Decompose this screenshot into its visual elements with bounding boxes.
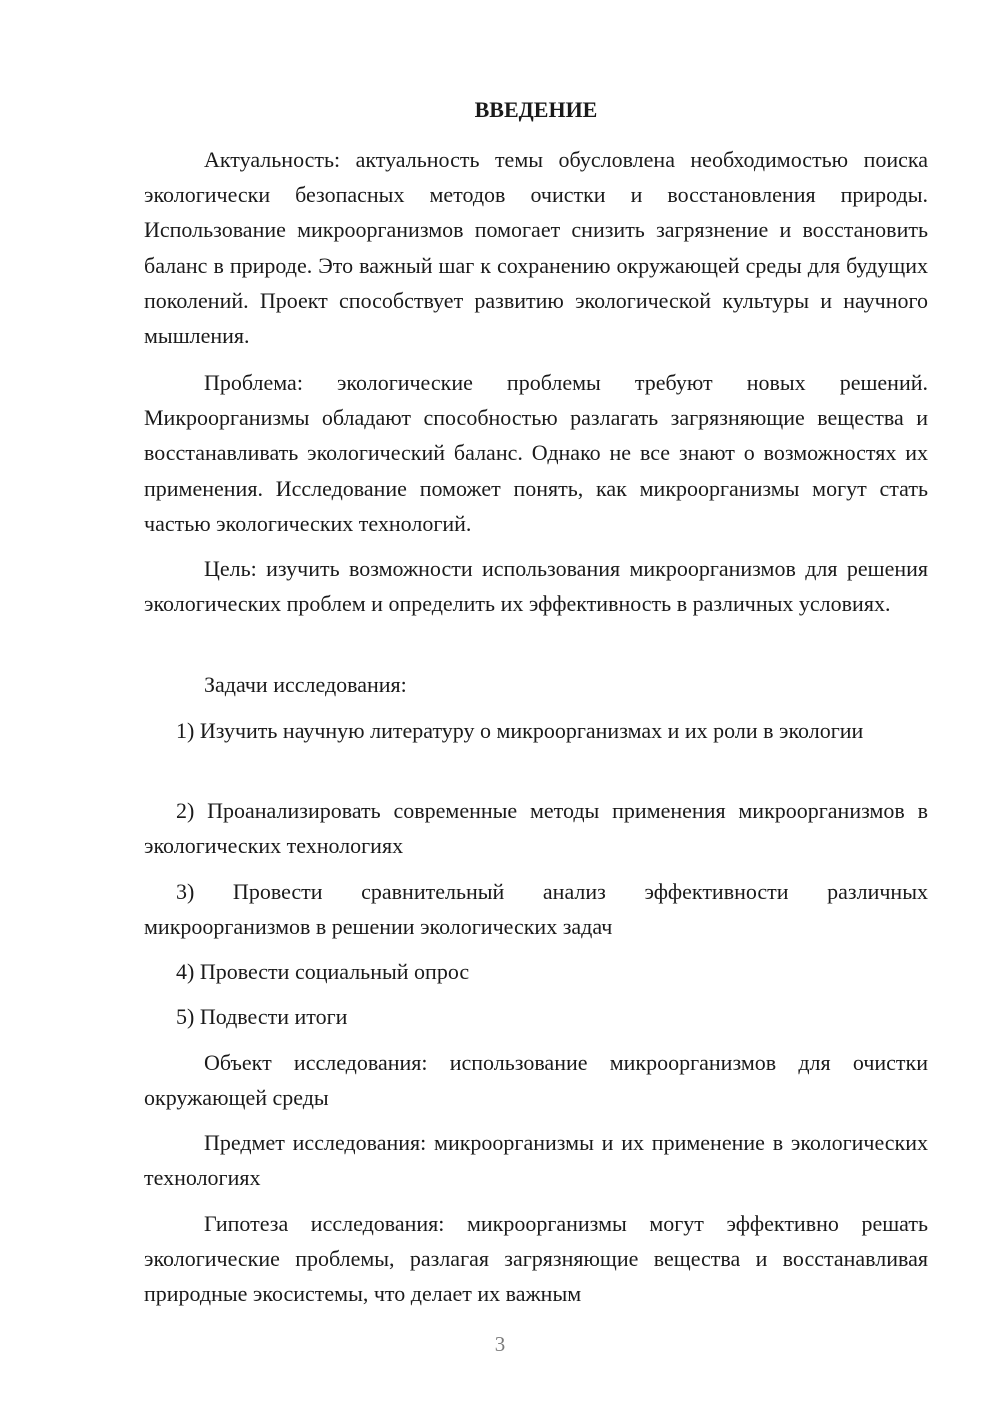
task-item-4: 4) Провести социальный опрос	[176, 959, 470, 984]
task-item-1: 1) Изучить научную литературу о микроорганизмах и их роли в экологии	[176, 718, 864, 743]
paragraph-hypothesis: Гипотеза исследования: микроорганизмы могут эффективно решать экологические проблемы, разлагая загрязняющие вещества и восстанавливая природные экосистемы, что делает их важным	[144, 1211, 928, 1307]
task-item-2: 2) Проанализировать современные методы применения микроорганизмов в экологических технологиях	[144, 798, 928, 859]
paragraph-problem: Проблема: экологические проблемы требуют новых решений. Микроорганизмы обладают способностью разлагать загрязняющие вещества и восстанавливать экологический баланс. Однако не все знают о возможностях их применения. Исследование поможет понять, как микроорганизмы могут стать частью экологических технологий.	[144, 370, 928, 536]
section-title: ВВЕДЕНИЕ	[474, 97, 598, 122]
page-number: 3	[494, 1332, 506, 1356]
task-item-5: 5) Подвести итоги	[176, 1004, 348, 1029]
paragraph-goal: Цель: изучить возможности использования микроорганизмов для решения экологических проблем и определить их эффективность в различных условиях.	[144, 556, 928, 617]
paragraph-object: Объект исследования: использование микроорганизмов для очистки окружающей среды	[144, 1050, 928, 1111]
paragraph-tasks-heading: Задачи исследования:	[204, 672, 407, 697]
paragraph-relevance: Актуальность: актуальность темы обусловлена необходимостью поиска экологически безопасных методов очистки и восстановления природы. Использование микроорганизмов помогает снизить загрязнение и восстановить баланс в природе. Это важный шаг к сохранению окружающей среды для будущих поколений. Проект способствует развитию экологической культуры и научного мышления.	[144, 147, 928, 349]
task-item-3: 3) Провести сравнительный анализ эффективности различных микроорганизмов в решении экологических задач	[144, 879, 928, 940]
paragraph-subject: Предмет исследования: микроорганизмы и их применение в экологических технологиях	[144, 1130, 928, 1191]
